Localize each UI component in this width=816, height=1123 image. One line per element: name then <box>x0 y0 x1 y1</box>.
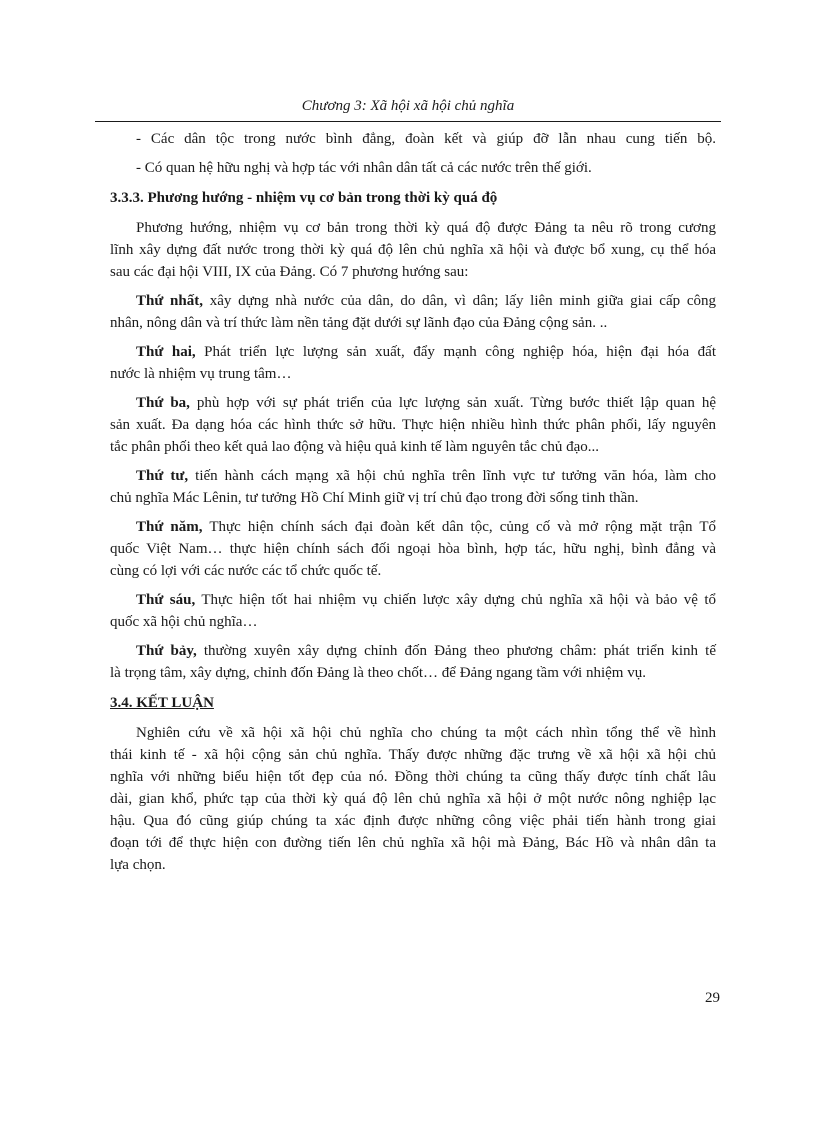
direction-item-7 <box>110 640 716 684</box>
paragraph-line: tắc phân phối theo kết quả lao động và hiệu quả kinh tế làm nguyên tắc chủ đạo... <box>110 439 600 455</box>
paragraph-line: nhân, nông dân và trí thức làm nền tảng đặt dưới sự lãnh đạo của Đảng cộng sản. .. <box>110 315 608 331</box>
paragraph-line <box>110 341 716 363</box>
direction-item-2 <box>110 341 716 385</box>
paragraph-line: lựa chọn. <box>110 857 166 873</box>
direction-text: phù hợp với sự phát triển của lực lượng sản xuất. Từng bước thiết lập quan hệ <box>189 395 716 411</box>
paragraph-line: sản xuất. Đa dạng hóa các hình thức sở hữu. Thực hiện nhiều hình thức phân phối, lấy nguyên <box>110 417 716 433</box>
direction-label: Thứ tư, <box>136 468 189 484</box>
direction-item-5 <box>110 516 716 582</box>
paragraph-line: nước là nhiệm vụ trung tâm… <box>110 366 292 382</box>
paragraph-line: Phương hướng, nhiệm vụ cơ bản trong thời kỳ quá độ được Đảng ta nêu rõ trong cương <box>136 220 716 236</box>
paragraph-line: lĩnh xây dựng đất nước trong thời kỳ quá độ lên chủ nghĩa xã hội và được bổ xung, cụ thể hóa <box>110 242 716 258</box>
direction-item-4 <box>110 465 716 509</box>
direction-item-6 <box>110 589 716 633</box>
section-heading-3-3-3: 3.3.3. Phương hướng - nhiệm vụ cơ bản trong thời kỳ quá độ <box>110 190 498 206</box>
paragraph-line: hậu. Qua đó cũng giúp chúng ta xác định được những công việc phải tiến hành trong giai <box>110 813 716 829</box>
paragraph-line <box>110 465 716 487</box>
paragraph-line: là trọng tâm, xây dựng, chỉnh đốn Đảng là theo chốt… để Đảng ngang tầm với nhiệm vụ. <box>110 665 646 681</box>
header-rule <box>95 121 721 122</box>
direction-text: xây dựng nhà nước của dân, do dân, vì dân; lấy liên minh giữa giai cấp công <box>203 293 716 309</box>
bullet-international-friendship: - Có quan hệ hữu nghị và hợp tác với nhân dân tất cả các nước trên thế giới. <box>136 160 592 176</box>
paragraph-line <box>110 640 716 662</box>
direction-label: Thứ năm, <box>136 519 203 535</box>
direction-text: Phát triển lực lượng sản xuất, đẩy mạnh công nghiệp hóa, hiện đại hóa đất <box>195 344 716 360</box>
paragraph-line <box>110 392 716 414</box>
paragraph-line: Nghiên cứu về xã hội xã hội chủ nghĩa cho chúng ta một cách nhìn tổng thể về hình <box>136 725 716 741</box>
paragraph-line <box>110 589 716 611</box>
direction-label: Thứ nhất, <box>136 293 203 309</box>
section-heading-3-4 <box>110 692 716 714</box>
paragraph-line: quốc Việt Nam… thực hiện chính sách đối ngoại hòa bình, hợp tác, hữu nghị, bình đẳng và <box>110 541 716 557</box>
bullet-ethnic-equality: - Các dân tộc trong nước bình đẳng, đoàn kết và giúp đỡ lẫn nhau cung tiến bộ. <box>136 131 716 147</box>
direction-text: Thực hiện chính sách đại đoàn kết dân tộc, củng cố và mở rộng mặt trận Tổ <box>202 519 717 535</box>
direction-text: tiến hành cách mạng xã hội chủ nghĩa trên lĩnh vực tư tưởng văn hóa, làm cho <box>188 468 716 484</box>
section-intro-paragraph <box>110 217 716 283</box>
paragraph-line: chủ nghĩa Mác Lênin, tư tưởng Hồ Chí Minh giữ vị trí chủ đạo trong đời sống tinh thần. <box>110 490 639 506</box>
page-body <box>110 126 716 876</box>
paragraph-line: nghĩa với những biểu hiện tốt đẹp của nó. Đồng thời chúng ta cũng thấy được tính chất lâu <box>110 769 716 785</box>
paragraph-line: sau các đại hội VIII, IX của Đảng. Có 7 phương hướng sau: <box>110 264 469 280</box>
paragraph-line: cùng có lợi với các nước các tổ chức quốc tế. <box>110 563 382 579</box>
direction-item-1 <box>110 290 716 334</box>
paragraph-line: dài, gian khổ, phức tạp của thời kỳ quá độ lên chủ nghĩa xã hội ở một nước nông nghiệp lạc <box>110 791 716 807</box>
direction-label: Thứ bảy, <box>136 643 197 659</box>
section-heading-text: 3.4. KẾT LUẬN <box>110 695 214 711</box>
direction-item-3 <box>110 392 716 458</box>
direction-label: Thứ hai, <box>136 344 196 360</box>
paragraph-line: đoạn tới để thực hiện con đường tiến lên chủ nghĩa xã hội mà Đảng, Bác Hồ và nhân dân ta <box>110 835 716 851</box>
direction-label: Thứ ba, <box>136 395 190 411</box>
paragraph-line <box>110 516 716 538</box>
direction-label: Thứ sáu, <box>136 592 196 608</box>
running-header: Chương 3: Xã hội xã hội chủ nghĩa <box>301 98 515 114</box>
paragraph-line: quốc xã hội chủ nghĩa… <box>110 614 258 630</box>
direction-text: Thực hiện tốt hai nhiệm vụ chiến lược xây dựng chủ nghĩa xã hội và bảo vệ tổ <box>195 592 717 608</box>
conclusion-paragraph <box>110 722 716 876</box>
direction-text: thường xuyên xây dựng chỉnh đốn Đảng theo phương châm: phát triển kinh tế <box>196 643 716 659</box>
paragraph-line <box>110 290 716 312</box>
paragraph-line: thái kinh tế - xã hội cộng sản chủ nghĩa. Thấy được những đặc trưng về xã hội xã hội chủ <box>110 747 716 763</box>
page-number: 29 <box>705 990 720 1006</box>
